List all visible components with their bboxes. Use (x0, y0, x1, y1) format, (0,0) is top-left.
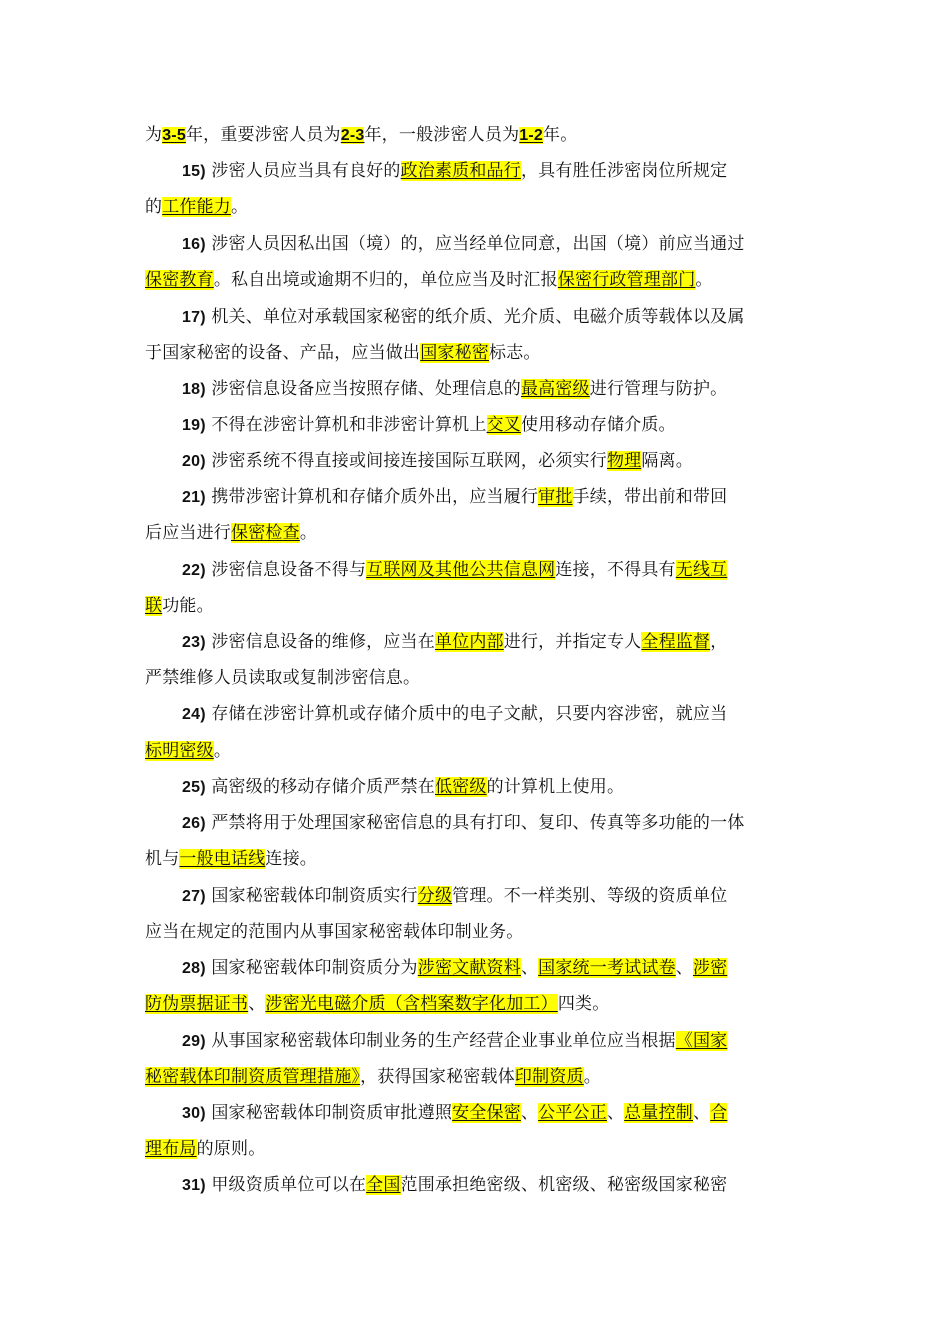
text: 涉密信息设备应当按照存储、处理信息的 (205, 379, 521, 399)
item-number: 18) (182, 381, 206, 398)
answer: 无线互 (675, 560, 728, 580)
answer: 秘密载体印制资质管理措施》 (145, 1067, 361, 1087)
text: 。私自出境或逾期不归的，单位应当及时汇报 (213, 270, 558, 290)
answer: 涉密文献资料 (417, 958, 521, 978)
answer: 总量控制 (624, 1103, 693, 1123)
text: ，获得国家秘密载体 (360, 1067, 515, 1087)
item-30-line-1 (182, 1102, 727, 1125)
text: 手续，带出前和带回 (572, 487, 728, 507)
text: 、 (520, 1103, 539, 1123)
text: ， (710, 632, 728, 652)
text: 四类。 (557, 994, 610, 1014)
item-number: 31) (182, 1177, 206, 1194)
item-21-line-1 (182, 486, 727, 509)
text: 国家秘密载体印制资质分为 (205, 958, 418, 978)
text: 、 (520, 958, 539, 978)
answer: 合 (710, 1103, 728, 1123)
answer: 保密教育 (145, 270, 214, 290)
item-number: 28) (182, 960, 206, 977)
answer: 印制资质 (514, 1067, 584, 1087)
item-number: 23) (182, 634, 206, 651)
answer: 公平公正 (538, 1103, 607, 1123)
text: 。 (213, 741, 232, 761)
answer: 防伪票据证书 (145, 994, 249, 1014)
answer: 单位内部 (434, 632, 504, 652)
answer: 一般电话线 (179, 849, 266, 869)
answer: 安全保密 (452, 1103, 521, 1123)
text: 涉密系统不得直接或间接连接国际互联网，必须实行 (205, 451, 607, 471)
answer: 全国 (366, 1175, 401, 1195)
text: ，具有胜任涉密岗位所规定 (520, 161, 728, 181)
text: 从事国家秘密载体印制业务的生产经营企业事业单位应当根据 (205, 1031, 676, 1051)
text: 严禁维修人员读取或复制涉密信息。 (145, 668, 421, 688)
text: 国家秘密载体印制资质实行 (205, 886, 418, 906)
answer: 保密行政管理部门 (557, 270, 696, 290)
item-15-line-1 (182, 160, 727, 183)
item-15-line-2 (145, 196, 248, 218)
text: 涉密信息设备的维修，应当在 (205, 632, 435, 652)
text: 存储在涉密计算机或存储介质中的电子文献，只要内容涉密，就应当 (205, 704, 728, 724)
item-18 (182, 378, 727, 401)
item-number: 24) (182, 706, 206, 723)
text: 严禁将用于处理国家秘密信息的具有打印、复印、传真等多功能的一体 (205, 813, 745, 833)
text: 机关、单位对承载国家秘密的纸介质、光介质、电磁介质等载体以及属 (205, 307, 745, 327)
text: 的计算机上使用。 (486, 777, 625, 797)
answer: 涉密光电磁介质（含档案数字化加工） (265, 994, 558, 1014)
text: 连接，不得具有 (555, 560, 676, 580)
item-29-line-1 (182, 1030, 727, 1053)
text: 。 (299, 523, 318, 543)
text: 为 (145, 125, 163, 145)
item-14-line-1 (145, 124, 577, 147)
item-27-line-1 (182, 885, 727, 908)
text: 涉密人员因私出国（境）的，应当经单位同意，出国（境）前应当通过 (205, 234, 745, 254)
item-19 (182, 414, 676, 437)
text: 进行管理与防护。 (589, 379, 728, 399)
text: 不得在涉密计算机和非涉密计算机上 (205, 415, 487, 435)
text: 进行，并指定专人 (503, 632, 642, 652)
answer: 2-3 (340, 127, 365, 144)
item-number: 21) (182, 489, 206, 506)
text: 涉密人员应当具有良好的 (205, 161, 401, 181)
item-26-line-2 (145, 848, 317, 870)
answer: 联 (145, 596, 163, 616)
answer: 政治素质和品行 (400, 161, 521, 181)
item-25 (182, 776, 624, 799)
item-28-line-1 (182, 957, 727, 980)
answer: 低密级 (434, 777, 487, 797)
text: 管理。不一样类别、等级的资质单位 (452, 886, 728, 906)
text: 高密级的移动存储介质严禁在 (205, 777, 435, 797)
item-22-line-2 (145, 595, 214, 617)
text: 的原则。 (196, 1139, 266, 1159)
text: 。 (695, 270, 713, 290)
text: 年，重要涉密人员为 (185, 125, 341, 145)
answer: 审批 (538, 487, 573, 507)
item-number: 30) (182, 1105, 206, 1122)
answer: 3-5 (162, 127, 186, 144)
text: 、 (675, 958, 693, 978)
text: 后应当进行 (145, 523, 231, 543)
item-23-line-2 (145, 667, 420, 689)
text: 国家秘密载体印制资质审批遵照 (205, 1103, 453, 1123)
text: 使用移动存储介质。 (520, 415, 676, 435)
text: 携带涉密计算机和存储介质外出，应当履行 (205, 487, 539, 507)
item-number: 22) (182, 562, 206, 579)
item-17-line-1 (182, 306, 745, 329)
answer: 分级 (417, 886, 453, 906)
answer: 国家秘密 (420, 343, 490, 363)
text: 连接。 (265, 849, 318, 869)
text: 标志。 (489, 343, 541, 363)
item-22-line-1 (182, 559, 727, 582)
text: 、 (248, 994, 266, 1014)
item-21-line-2 (145, 522, 317, 544)
item-24-line-2 (145, 740, 231, 762)
answer: 国家统一考试试卷 (538, 958, 676, 978)
item-number: 27) (182, 888, 206, 905)
answer: 物理 (606, 451, 642, 471)
item-17-line-2 (145, 342, 541, 364)
text: 涉密信息设备不得与 (205, 560, 367, 580)
text: 范围承担绝密级、机密级、秘密级国家秘密 (400, 1175, 728, 1195)
item-16-line-1 (182, 233, 745, 256)
answer: 理布局 (145, 1139, 197, 1159)
text: 、 (692, 1103, 711, 1123)
text: 。 (231, 197, 249, 217)
item-number: 17) (182, 309, 206, 326)
answer: 最高密级 (520, 379, 590, 399)
item-23-line-1 (182, 631, 727, 654)
item-number: 20) (182, 453, 206, 470)
text: 年，一般涉密人员为 (364, 125, 520, 145)
item-26-line-1 (182, 812, 745, 835)
text: 机与 (145, 849, 180, 869)
answer: 全程监督 (641, 632, 711, 652)
item-number: 25) (182, 779, 206, 796)
text: 甲级资质单位可以在 (205, 1175, 367, 1195)
text: 。 (583, 1067, 601, 1087)
text: 应当在规定的范围内从事国家秘密载体印制业务。 (145, 922, 524, 942)
item-27-line-2 (145, 921, 523, 943)
item-30-line-2 (145, 1138, 265, 1160)
answer: 《国家 (675, 1031, 728, 1051)
answer: 互联网及其他公共信息网 (366, 560, 556, 580)
answer: 交叉 (486, 415, 521, 435)
answer: 工作能力 (162, 197, 232, 217)
item-24-line-1 (182, 703, 727, 726)
text: 隔离。 (641, 451, 693, 471)
answer: 保密检查 (231, 523, 300, 543)
item-number: 16) (182, 236, 206, 253)
text: 于国家秘密的设备、产品，应当做出 (145, 343, 421, 363)
item-number: 19) (182, 417, 206, 434)
item-20 (182, 450, 693, 473)
answer: 涉密 (692, 958, 728, 978)
item-number: 29) (182, 1033, 206, 1050)
answer: 1-2 (519, 127, 544, 144)
text: 、 (606, 1103, 625, 1123)
item-number: 26) (182, 815, 206, 832)
item-28-line-2 (145, 993, 609, 1015)
item-16-line-2 (145, 269, 713, 291)
text: 的 (145, 197, 163, 217)
text: 功能。 (162, 596, 214, 616)
item-31-line-1 (182, 1174, 727, 1197)
item-29-line-2 (145, 1066, 601, 1088)
item-number: 15) (182, 163, 206, 180)
answer: 标明密级 (145, 741, 214, 761)
text: 年。 (543, 125, 578, 145)
